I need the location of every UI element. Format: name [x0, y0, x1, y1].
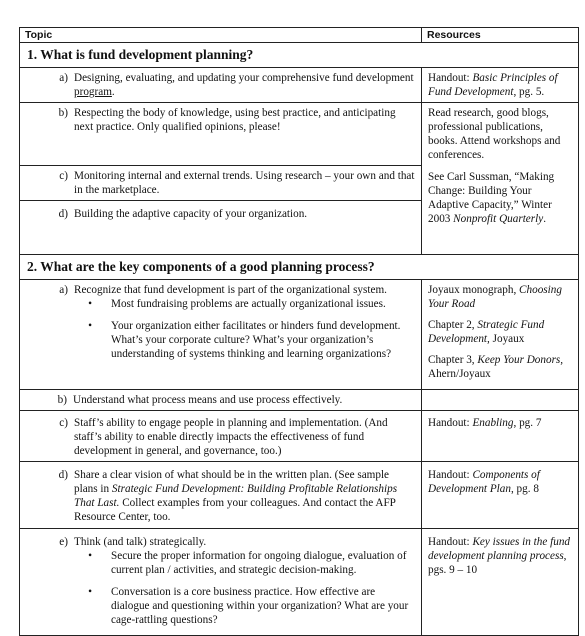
table-row — [20, 279, 579, 389]
resource-cell: Handout: Basic Principles of Fund Development, pg. 5. — [422, 68, 579, 103]
resource-cell — [422, 389, 579, 410]
resource-cell: Read research, good blogs, professional publications, books. Attend workshops and conferences. — [422, 103, 579, 166]
topic-cell — [20, 389, 422, 410]
topic-cell — [20, 279, 422, 389]
resource-cell: Joyaux monograph, Choosing Your Road Chapter 2, Strategic Fund Development, Joyaux Chapter 3, Keep Your Donors, Ahern/Joyaux — [422, 279, 579, 389]
item-text: Recognize that fund development is part of the organizational system. — [74, 283, 387, 296]
table-row — [20, 461, 579, 528]
topic-cell — [20, 165, 422, 200]
item-marker: c) — [59, 416, 68, 429]
resource-cell: Handout: Components of Development Plan, pg. 8 — [422, 461, 579, 528]
resource-cell: Handout: Key issues in the fund development planning process, pgs. 9 – 10 — [422, 528, 579, 635]
topic-header: Topic — [20, 28, 422, 43]
topic-cell — [20, 68, 422, 103]
bullet-icon: • — [88, 297, 92, 310]
item-text: Staff’s ability to engage people in planning and implementation. (And staff’s ability to enable directly impacts the effectiveness of fund development in general, and governance, too.) — [74, 416, 388, 457]
item-marker: b) — [58, 107, 68, 119]
item-marker: b) — [57, 393, 67, 406]
topic-cell — [20, 103, 422, 166]
resource-cell: See Carl Sussman, “Making Change: Building Your Adaptive Capacity,” Winter 2003 Nonprofit Quarterly. — [422, 165, 579, 254]
item-marker: d) — [58, 468, 68, 481]
item-text: Think (and talk) strategically. — [74, 535, 207, 548]
section-1-title: 1. What is fund development planning? — [20, 43, 579, 68]
item-text: Building the adaptive capacity of your organization. — [74, 207, 308, 220]
topic-cell — [20, 410, 422, 461]
resource-cell: Handout: Enabling, pg. 7 — [422, 410, 579, 461]
item-text: Monitoring internal and external trends. Using research – your own and that in the marketplace. — [74, 169, 415, 196]
item-marker: e) — [59, 535, 68, 548]
topic-cell — [20, 528, 422, 635]
bullet-item: • Secure the proper information for ongoing dialogue, evaluation of current plan / activities, and strategic decision-making. — [20, 549, 415, 577]
item-marker: c) — [59, 169, 68, 182]
item-text: Share a clear vision of what should be in the written plan. (See sample plans in Strategic Fund Development: Building Profitable Relationships That Last. Collect examples from your colleagues. And contact the AFP Resource Center, too. — [74, 468, 398, 523]
item-text: Understand what process means and use process effectively. — [73, 393, 343, 406]
table-row — [20, 528, 579, 635]
bullet-icon: • — [88, 319, 92, 332]
resources-header: Resources — [422, 28, 579, 43]
section-row — [20, 254, 579, 279]
program-link[interactable]: program — [74, 86, 112, 98]
section-row — [20, 43, 579, 68]
item-text: Designing, evaluating, and updating your comprehensive fund development program. — [74, 72, 414, 98]
item-marker: a) — [59, 283, 68, 296]
table-row — [20, 103, 579, 166]
section-2-title: 2. What are the key components of a good planning process? — [20, 254, 579, 279]
item-text: Respecting the body of knowledge, using best practice, and anticipating next practice. Only qualified opinions, please! — [74, 107, 396, 133]
table-row — [20, 410, 579, 461]
table-row — [20, 389, 579, 410]
bullet-item: • Conversation is a core business practice. How effective are dialogue and questioning within your organization? What are your cage-rattling questions? — [20, 585, 415, 627]
header-row — [20, 28, 579, 43]
item-marker: d) — [58, 207, 68, 220]
table-row — [20, 165, 579, 200]
bullet-icon: • — [88, 549, 92, 562]
bullet-item: • Your organization either facilitates or hinders fund development. What’s your corporate culture? What’s your organization’s understanding of systems thinking and learning organizations? — [20, 319, 415, 361]
item-marker: a) — [59, 72, 68, 84]
planning-table — [19, 27, 579, 636]
topic-cell — [20, 461, 422, 528]
topic-cell — [20, 200, 422, 254]
bullet-item: • Most fundraising problems are actually organizational issues. — [20, 297, 415, 311]
bullet-icon: • — [88, 585, 92, 598]
table-row — [20, 68, 579, 103]
